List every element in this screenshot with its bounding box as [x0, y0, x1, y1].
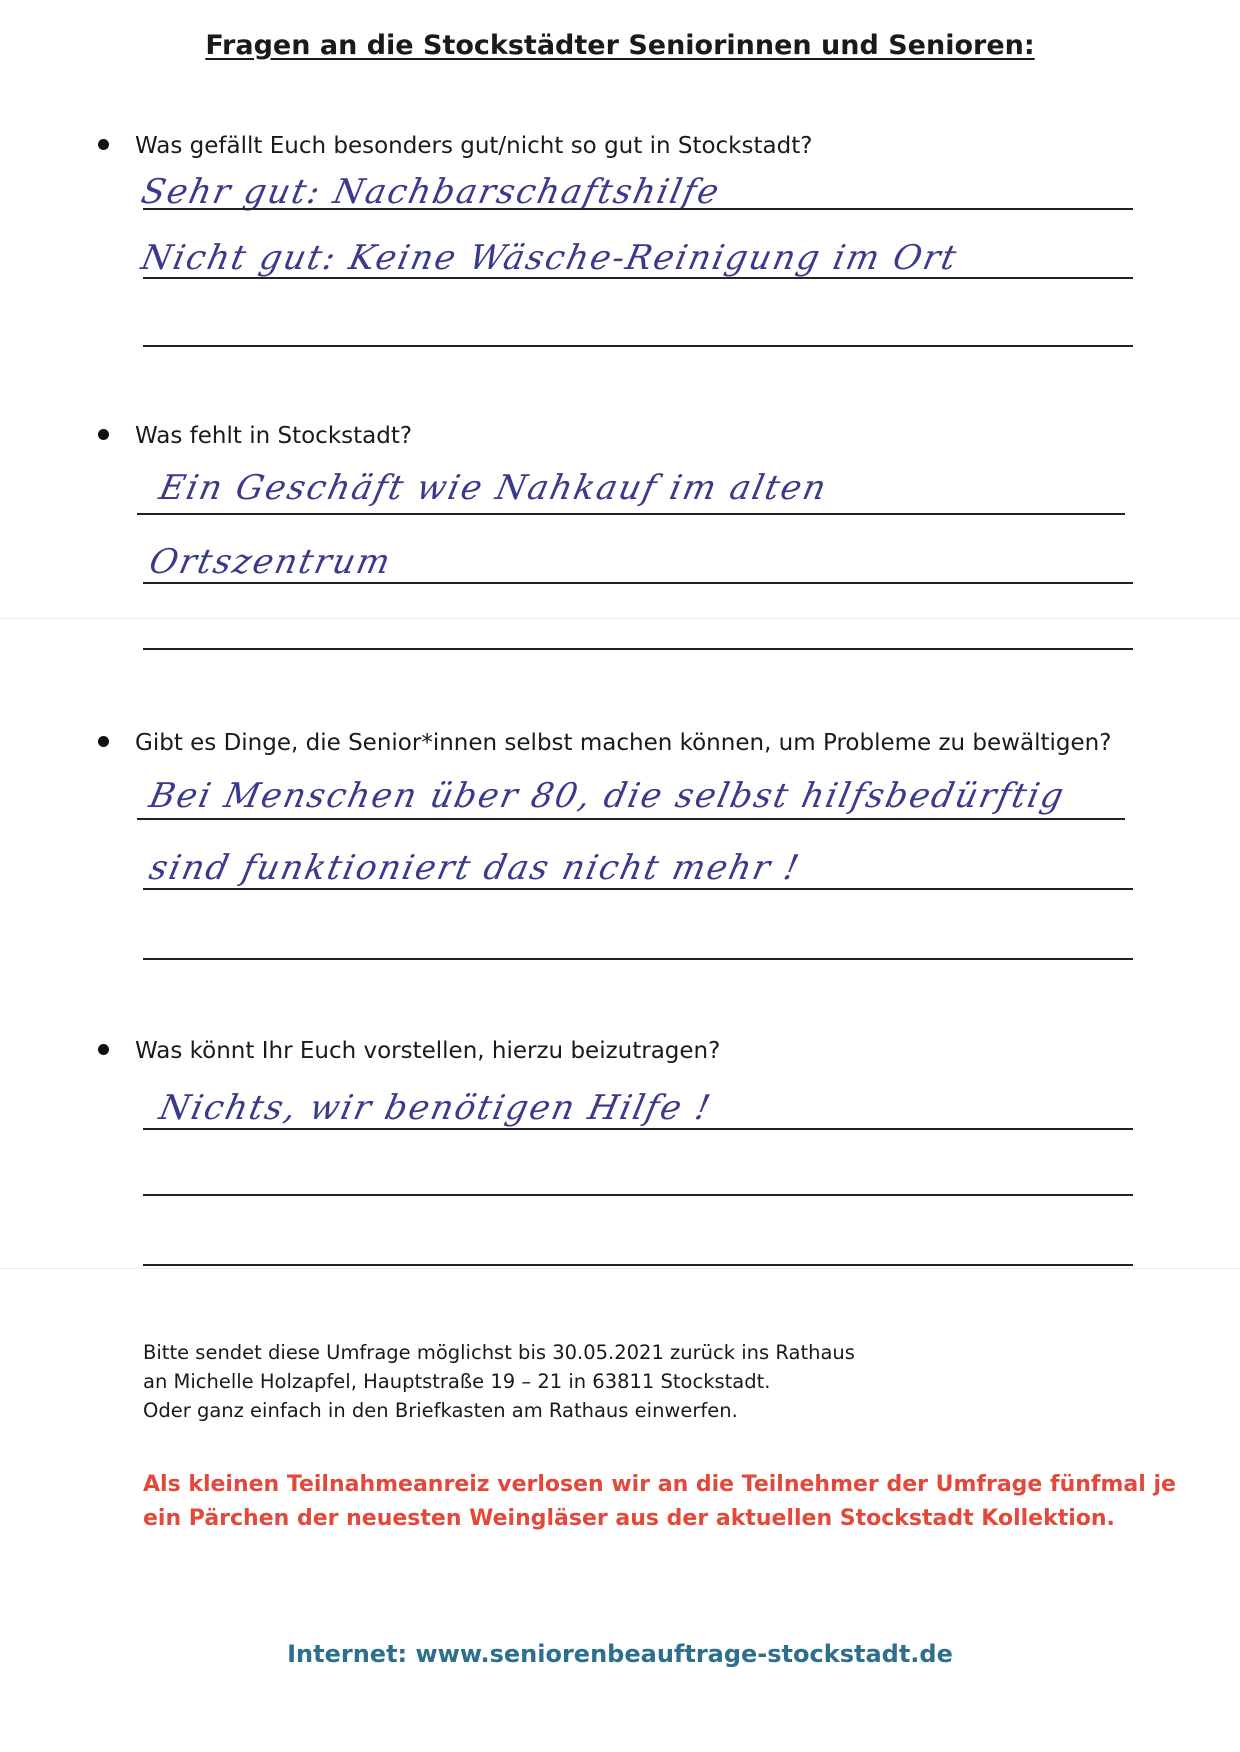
- answer-line: [137, 818, 1125, 820]
- question-text: Gibt es Dinge, die Senior*innen selbst machen können, um Probleme zu bewältigen?: [135, 730, 1112, 756]
- footer-line-2: an Michelle Holzapfel, Hauptstraße 19 – 21 in 63811 Stockstadt.: [143, 1370, 771, 1393]
- answer-line: [143, 648, 1133, 650]
- question-text: Was gefällt Euch besonders gut/nicht so gut in Stockstadt?: [135, 133, 813, 159]
- answer-line: [143, 345, 1133, 347]
- question-1: [98, 133, 812, 159]
- question-2: [98, 423, 412, 449]
- answer-line: [143, 277, 1133, 279]
- answer-4-line-1: Nichts, wir benötigen Hilfe !: [155, 1088, 716, 1128]
- question-4: [98, 1038, 720, 1064]
- answer-3-line-1: Bei Menschen über 80, die selbst hilfsbedürftig: [145, 776, 1069, 816]
- prize-notice: [143, 1468, 1176, 1536]
- question-text: Was könnt Ihr Euch vorstellen, hierzu beizutragen?: [135, 1038, 721, 1064]
- answer-line: [137, 513, 1125, 515]
- answer-line: [143, 1264, 1133, 1266]
- answer-line: [143, 958, 1133, 960]
- answer-1-line-1: Sehr gut: Nachbarschaftshilfe: [137, 172, 725, 212]
- answer-line: [143, 1128, 1133, 1130]
- bullet-icon: [98, 1044, 109, 1055]
- answer-line: [143, 582, 1133, 584]
- bullet-icon: [98, 139, 109, 150]
- page-title: Fragen an die Stockstädter Seniorinnen und Senioren:: [205, 30, 1035, 61]
- answer-line: [143, 1194, 1133, 1196]
- answer-3-line-2: sind funktioniert das nicht mehr !: [145, 848, 805, 888]
- prize-line-2: ein Pärchen der neuesten Weingläser aus der aktuellen Stockstadt Kollektion.: [143, 1506, 1115, 1531]
- footer-line-3: Oder ganz einfach in den Briefkasten am Rathaus einwerfen.: [143, 1399, 738, 1422]
- answer-2-line-1: Ein Geschäft wie Nahkauf im alten: [155, 468, 832, 508]
- answer-2-line-2: Ortszentrum: [145, 542, 396, 582]
- question-3: [98, 730, 1111, 756]
- paper-fold: [0, 618, 1240, 619]
- bullet-icon: [98, 429, 109, 440]
- answer-1-line-2: Nicht gut: Keine Wäsche-Reinigung im Ort: [137, 238, 962, 278]
- prize-line-1: Als kleinen Teilnahmeanreiz verlosen wir an die Teilnehmer der Umfrage fünfmal je: [143, 1472, 1176, 1497]
- website-link[interactable]: Internet: www.seniorenbeauftrage-stockstadt.de: [287, 1640, 953, 1668]
- footer-line-1: Bitte sendet diese Umfrage möglichst bis 30.05.2021 zurück ins Rathaus: [143, 1341, 855, 1364]
- return-instructions: [143, 1338, 855, 1425]
- bullet-icon: [98, 736, 109, 747]
- paper-fold: [0, 1268, 1240, 1269]
- question-text: Was fehlt in Stockstadt?: [135, 423, 413, 449]
- answer-line: [143, 888, 1133, 890]
- answer-line: [143, 208, 1133, 210]
